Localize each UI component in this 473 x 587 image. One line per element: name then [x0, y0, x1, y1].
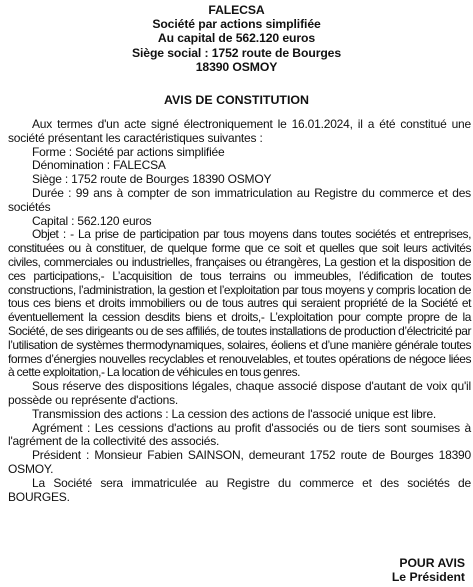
denomination-line: Dénomination : FALECSA: [32, 158, 166, 173]
registration-paragraph: La Société sera immatriculée au Registre du commerce et des sociétés de BOURGES.: [8, 475, 471, 504]
company-form: Société par actions simplifiée: [152, 17, 321, 32]
intro-paragraph: Aux termes d'un acte signé électroniquement le 16.01.2024, il a été constitué une société présentant les caractéristiques suivantes :: [8, 117, 471, 145]
registered-city: 18390 OSMOY: [195, 59, 278, 74]
duration-line: Durée : 99 ans à compter de son immatriculation au Registre du commerce et des sociétés: [8, 185, 471, 214]
company-name: FALECSA: [208, 3, 265, 17]
form-line: Forme : Société par actions simplifiée: [32, 144, 225, 159]
purpose-paragraph: Objet : - La prise de participation par tous moyens dans toutes sociétés et entreprises, constituées ou à constituer, de quelque forme que ce soit et quelles que soit leurs activités civiles, commerciales ou industrielles, françaises ou étrangères, La gestion et la disposition de ces participations,- L’acquisition de tous terrains ou immeubles, l’édification de toutes constructions, l’administration, la gestion et l’exploitation par tous moyens y compris location de tous ces biens et droits immobiliers ou de tous autres qui seraient propriété de la Société et éventuellement la cession desdits biens et droits,- L’exploitation pour compte propre de la Société, de ses dirigeants ou de ses affiliés, de toutes installations de production d’électricité par l’utilisation de systèmes thermodynamiques, solaires, éoliens et d’une manière générale toutes formes d’énergies nouvelles recyclables et renouvelables, et toutes opérations de négoce liées à cette exploitation,- La location de véhicules en tous genres.: [8, 227, 471, 380]
approval-paragraph: Agrément : Les cessions d'actions au profit d'associés ou de tiers sont soumises à l'agrément de la collectivité des associés.: [8, 420, 471, 449]
company-capital: Au capital de 562.120 euros: [157, 31, 316, 46]
voting-paragraph: Sous réserve des dispositions légales, chaque associé dispose d'autant de voix qu'il possède ou représente d'actions.: [8, 379, 471, 407]
president-paragraph: Président : Monsieur Fabien SAINSON, demeurant 1752 route de Bourges 18390 OSMOY.: [8, 448, 471, 476]
notice-header: [0, 3, 473, 74]
transfer-paragraph: Transmission des actions : La cession des actions de l'associé unique est libre.: [32, 406, 437, 421]
registered-office: Siège social : 1752 route de Bourges: [131, 45, 342, 60]
capital-line: Capital : 562.120 euros: [32, 213, 152, 228]
signature-block: [392, 557, 465, 584]
signature-president: Le Président: [391, 569, 465, 584]
signature-pour-avis: POUR AVIS: [399, 556, 465, 570]
notice-body: [8, 118, 471, 504]
seat-line: Siège : 1752 route de Bourges 18390 OSMOY: [32, 172, 272, 187]
notice-title: AVIS DE CONSTITUTION: [163, 93, 310, 107]
